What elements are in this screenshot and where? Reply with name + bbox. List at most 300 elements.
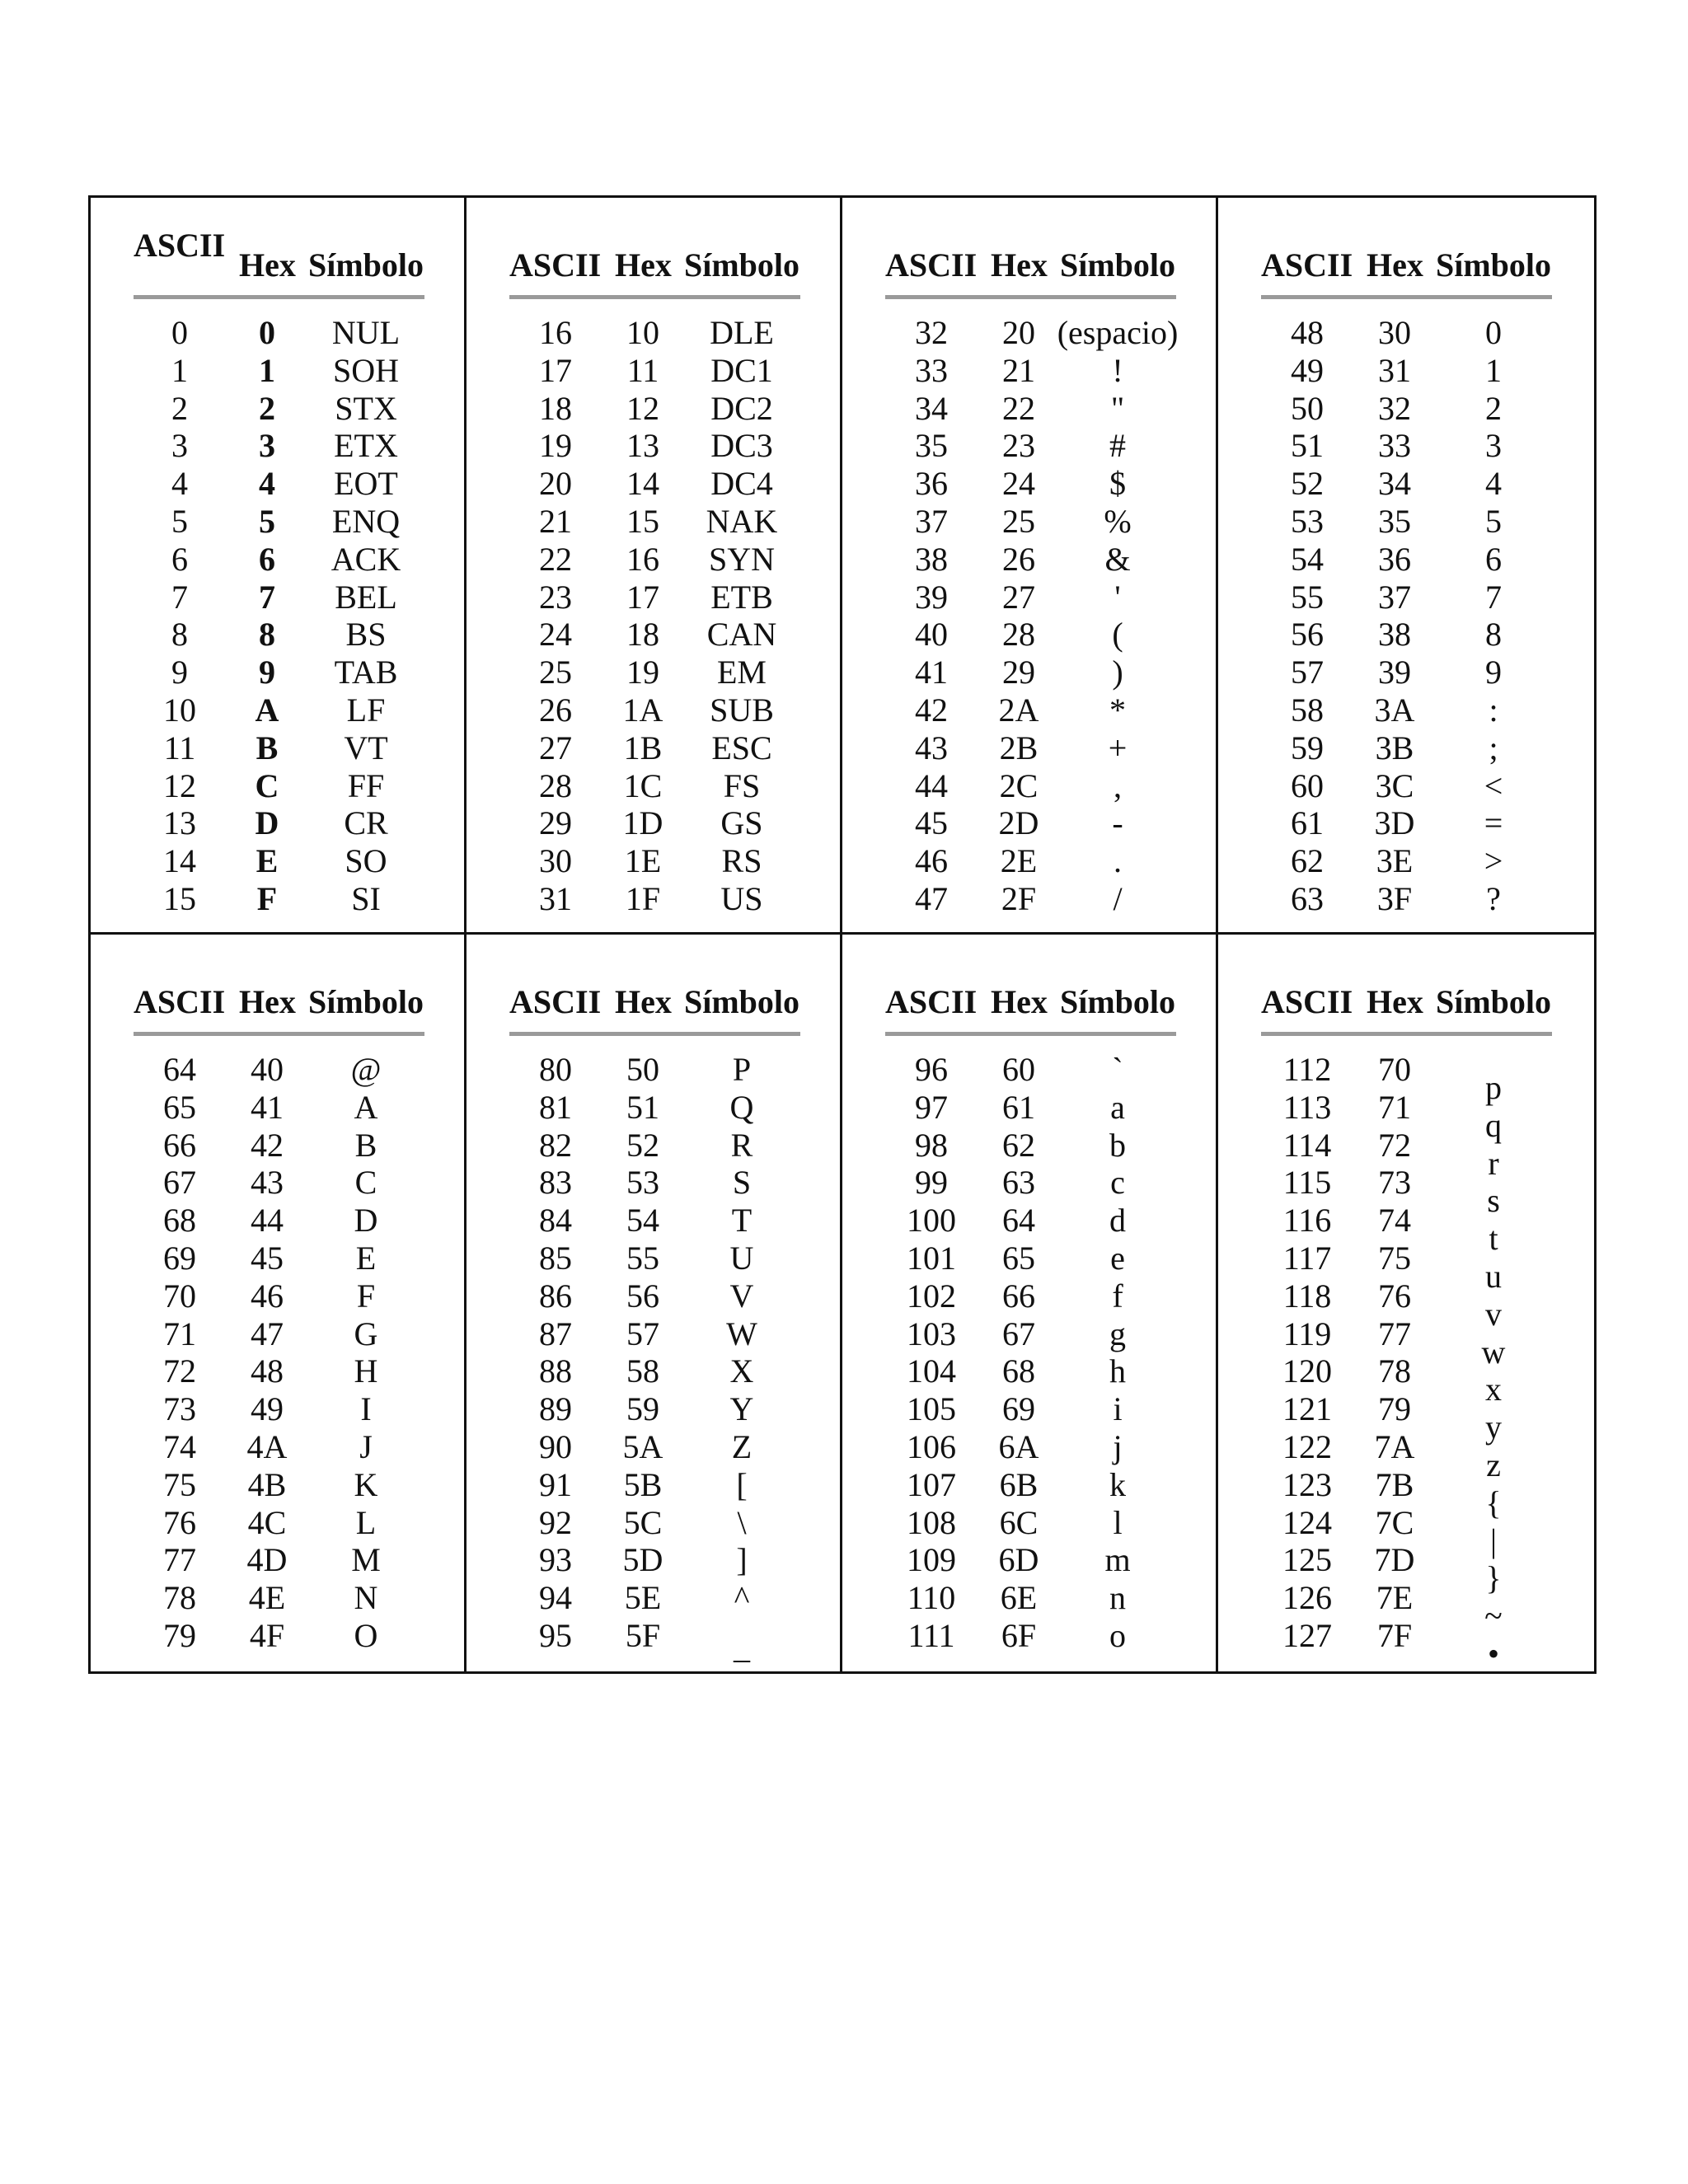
ascii-code: 18 bbox=[539, 389, 572, 427]
symbol: FS bbox=[723, 766, 761, 804]
hex-code: 63 bbox=[1002, 1164, 1035, 1202]
ascii-code: 30 bbox=[539, 842, 572, 880]
symbol: % bbox=[1104, 503, 1132, 540]
column-header bbox=[885, 237, 1176, 299]
hex-code: 2 bbox=[259, 389, 275, 427]
column-header bbox=[1261, 974, 1552, 1036]
hex-code: 65 bbox=[1002, 1240, 1035, 1277]
ascii-code: 2 bbox=[171, 389, 188, 427]
ascii-code: 42 bbox=[915, 691, 948, 729]
ascii-code: 90 bbox=[539, 1428, 572, 1465]
ascii-code: 75 bbox=[163, 1465, 196, 1503]
table-row bbox=[91, 503, 464, 541]
symbol: 6 bbox=[1485, 540, 1502, 578]
table-row bbox=[91, 1390, 464, 1428]
header-ascii: ASCII bbox=[509, 983, 602, 1020]
symbol: NUL bbox=[331, 314, 401, 351]
table-row bbox=[467, 1352, 840, 1390]
symbol: ETX bbox=[334, 427, 398, 465]
hex-code: 26 bbox=[1002, 540, 1035, 578]
ascii-code: 47 bbox=[915, 880, 948, 917]
hex-code: 68 bbox=[1002, 1352, 1035, 1390]
ascii-code: 69 bbox=[163, 1240, 196, 1277]
symbol: . bbox=[1114, 842, 1122, 880]
hex-code: 4C bbox=[247, 1503, 287, 1541]
symbol: ~ bbox=[1484, 1597, 1503, 1635]
ascii-code: 116 bbox=[1282, 1202, 1332, 1240]
symbol: v bbox=[1485, 1295, 1502, 1333]
ascii-code: 118 bbox=[1282, 1277, 1332, 1315]
ascii-code: 105 bbox=[907, 1390, 956, 1428]
ascii-code: 113 bbox=[1282, 1088, 1332, 1126]
ascii-code: 110 bbox=[907, 1579, 956, 1617]
table-row bbox=[467, 1315, 840, 1353]
hex-code: C bbox=[255, 766, 279, 804]
ascii-code: 59 bbox=[1291, 729, 1324, 766]
symbol: R bbox=[730, 1126, 753, 1164]
symbol: LF bbox=[346, 691, 386, 729]
header-hex: Hex bbox=[991, 246, 1048, 284]
symbol: GS bbox=[720, 804, 763, 842]
table-row bbox=[91, 1428, 464, 1466]
hex-code: 47 bbox=[251, 1315, 284, 1352]
table-row bbox=[842, 1164, 1216, 1202]
ascii-code: 104 bbox=[907, 1352, 956, 1390]
table-row bbox=[842, 314, 1216, 352]
symbol: 7 bbox=[1485, 578, 1502, 616]
table-row bbox=[91, 314, 464, 352]
symbol: , bbox=[1114, 766, 1122, 804]
symbol: b bbox=[1109, 1126, 1126, 1164]
symbol: DC1 bbox=[710, 351, 773, 389]
hex-code: E bbox=[256, 842, 279, 880]
hex-code: 6F bbox=[1001, 1617, 1037, 1654]
hex-code: 7A bbox=[1374, 1428, 1415, 1465]
symbol: r bbox=[1488, 1144, 1499, 1182]
symbol: US bbox=[720, 880, 763, 917]
symbol: SI bbox=[351, 880, 381, 917]
ascii-code: 79 bbox=[163, 1617, 196, 1654]
hex-code: 17 bbox=[626, 578, 659, 616]
ascii-panel bbox=[467, 198, 842, 935]
hex-code: 53 bbox=[626, 1164, 659, 1202]
hex-code: 74 bbox=[1378, 1202, 1411, 1240]
header-symbol: Símbolo bbox=[1060, 246, 1176, 284]
table-row bbox=[842, 616, 1216, 654]
symbol: ' bbox=[1114, 578, 1121, 616]
hex-code: 76 bbox=[1378, 1277, 1411, 1315]
symbol: DC3 bbox=[710, 427, 773, 465]
hex-code: 6C bbox=[999, 1503, 1039, 1541]
ascii-code: 3 bbox=[171, 427, 188, 465]
ascii-code: 40 bbox=[915, 616, 948, 654]
hex-code: 78 bbox=[1378, 1352, 1411, 1390]
symbol: f bbox=[1112, 1277, 1123, 1315]
hex-code: 23 bbox=[1002, 427, 1035, 465]
table-row bbox=[91, 842, 464, 880]
hex-code: 77 bbox=[1378, 1315, 1411, 1352]
header-hex: Hex bbox=[991, 983, 1048, 1020]
hex-code: 20 bbox=[1002, 314, 1035, 351]
header-ascii: ASCII bbox=[885, 246, 978, 284]
table-row bbox=[842, 691, 1216, 729]
hex-code: 15 bbox=[626, 503, 659, 540]
table-row bbox=[91, 767, 464, 805]
ascii-code: 65 bbox=[163, 1088, 196, 1126]
table-row bbox=[91, 465, 464, 503]
header-symbol: Símbolo bbox=[684, 983, 800, 1020]
ascii-code: 54 bbox=[1291, 540, 1324, 578]
hex-code: 38 bbox=[1378, 616, 1411, 654]
table-row bbox=[91, 1089, 464, 1127]
ascii-code: 60 bbox=[1291, 766, 1324, 804]
symbol: ACK bbox=[331, 540, 401, 578]
symbol: t bbox=[1489, 1220, 1498, 1258]
table-row bbox=[842, 1428, 1216, 1466]
table-row bbox=[467, 1277, 840, 1315]
symbol: ( bbox=[1112, 616, 1123, 654]
ascii-code: 80 bbox=[539, 1051, 572, 1088]
column-header bbox=[1261, 237, 1552, 299]
symbol: + bbox=[1108, 729, 1128, 766]
hex-code: 3D bbox=[1374, 804, 1415, 842]
hex-code: 33 bbox=[1378, 427, 1411, 465]
hex-code: 16 bbox=[626, 540, 659, 578]
hex-code: 60 bbox=[1002, 1051, 1035, 1088]
table-row bbox=[91, 541, 464, 579]
hex-code: 2C bbox=[999, 766, 1039, 804]
table-row bbox=[91, 691, 464, 729]
table-row bbox=[467, 1051, 840, 1089]
hex-code: 66 bbox=[1002, 1277, 1035, 1315]
header-hex: Hex bbox=[1367, 983, 1423, 1020]
ascii-code: 51 bbox=[1291, 427, 1324, 465]
symbol: SYN bbox=[708, 540, 776, 578]
hex-code: 44 bbox=[251, 1202, 284, 1240]
symbol: m bbox=[1104, 1541, 1131, 1579]
header-hex: Hex bbox=[615, 983, 672, 1020]
table-row bbox=[91, 427, 464, 465]
ascii-code: 34 bbox=[915, 389, 948, 427]
table-row bbox=[1218, 804, 1594, 842]
hex-code: 14 bbox=[626, 465, 659, 503]
symbol: { bbox=[1485, 1483, 1502, 1521]
table-row bbox=[842, 804, 1216, 842]
table-row bbox=[467, 1504, 840, 1542]
symbol: & bbox=[1104, 540, 1131, 578]
ascii-code: 8 bbox=[171, 616, 188, 654]
ascii-code: 50 bbox=[1291, 389, 1324, 427]
hex-code: 5F bbox=[625, 1617, 661, 1654]
table-row bbox=[467, 465, 840, 503]
column-header bbox=[509, 974, 800, 1036]
ascii-code: 68 bbox=[163, 1202, 196, 1240]
hex-code: 3C bbox=[1375, 766, 1414, 804]
symbol: M bbox=[351, 1541, 381, 1579]
header-hex: Hex bbox=[239, 246, 296, 284]
hex-code: 43 bbox=[251, 1164, 284, 1202]
hex-code: D bbox=[255, 804, 279, 842]
symbol: Q bbox=[729, 1088, 754, 1126]
hex-code: 0 bbox=[259, 314, 275, 351]
table-row bbox=[842, 880, 1216, 918]
ascii-code: 103 bbox=[907, 1315, 956, 1352]
symbol: EM bbox=[717, 654, 767, 691]
hex-code: 6E bbox=[1000, 1579, 1038, 1617]
table-row bbox=[467, 314, 840, 352]
ascii-code: 57 bbox=[1291, 654, 1324, 691]
ascii-code: 33 bbox=[915, 351, 948, 389]
ascii-code: 52 bbox=[1291, 465, 1324, 503]
symbol: 9 bbox=[1485, 654, 1502, 691]
symbol: Y bbox=[729, 1390, 754, 1428]
hex-code: 30 bbox=[1378, 314, 1411, 351]
ascii-code: 122 bbox=[1282, 1428, 1332, 1465]
hex-code: 40 bbox=[251, 1051, 284, 1088]
ascii-code: 13 bbox=[163, 804, 196, 842]
ascii-code: 95 bbox=[539, 1617, 572, 1654]
table-row bbox=[467, 1466, 840, 1504]
hex-code: 69 bbox=[1002, 1390, 1035, 1428]
hex-code: 5E bbox=[624, 1579, 662, 1617]
ascii-code: 91 bbox=[539, 1465, 572, 1503]
table-row bbox=[91, 352, 464, 390]
table-row bbox=[1218, 729, 1594, 767]
hex-code: 1 bbox=[259, 351, 275, 389]
header-symbol: Símbolo bbox=[1060, 983, 1176, 1020]
ascii-code: 14 bbox=[163, 842, 196, 880]
hex-code: 4B bbox=[247, 1465, 287, 1503]
ascii-panel bbox=[1218, 198, 1594, 935]
hex-code: 1C bbox=[623, 766, 663, 804]
symbol: ^ bbox=[734, 1579, 750, 1617]
symbol: 1 bbox=[1485, 351, 1502, 389]
table-row bbox=[91, 616, 464, 654]
table-row bbox=[842, 1051, 1216, 1089]
symbol: DC2 bbox=[710, 389, 773, 427]
symbol: CR bbox=[344, 804, 388, 842]
ascii-code: 45 bbox=[915, 804, 948, 842]
hex-code: 3 bbox=[259, 427, 275, 465]
hex-code: 7F bbox=[1376, 1617, 1413, 1654]
table-row bbox=[842, 427, 1216, 465]
symbol: 4 bbox=[1485, 465, 1502, 503]
hex-code: 56 bbox=[626, 1277, 659, 1315]
ascii-code: 56 bbox=[1291, 616, 1324, 654]
hex-code: 3A bbox=[1374, 691, 1415, 729]
table-row bbox=[842, 1390, 1216, 1428]
symbol: N bbox=[354, 1579, 378, 1617]
ascii-code: 70 bbox=[163, 1277, 196, 1315]
symbol: / bbox=[1113, 880, 1123, 917]
ascii-code: 24 bbox=[539, 616, 572, 654]
symbol: @ bbox=[350, 1051, 382, 1088]
table-row bbox=[91, 1466, 464, 1504]
symbol: 0 bbox=[1485, 314, 1502, 351]
table-row bbox=[467, 767, 840, 805]
header-symbol: Símbolo bbox=[308, 983, 424, 1020]
table-row bbox=[91, 1315, 464, 1353]
table-row bbox=[467, 1089, 840, 1127]
hex-code: 32 bbox=[1378, 389, 1411, 427]
table-row bbox=[91, 1617, 464, 1655]
hex-code: 6B bbox=[999, 1465, 1039, 1503]
ascii-code: 82 bbox=[539, 1126, 572, 1164]
ascii-code: 85 bbox=[539, 1240, 572, 1277]
hex-code: 49 bbox=[251, 1390, 284, 1428]
header-ascii: ASCII bbox=[134, 227, 226, 264]
table-row bbox=[91, 579, 464, 616]
symbol: O bbox=[354, 1617, 378, 1654]
symbol: I bbox=[360, 1390, 372, 1428]
table-row bbox=[842, 579, 1216, 616]
hex-code: 7D bbox=[1374, 1541, 1415, 1579]
table-row bbox=[467, 1202, 840, 1240]
table-row bbox=[91, 1504, 464, 1542]
ascii-code: 63 bbox=[1291, 880, 1324, 917]
ascii-code: 87 bbox=[539, 1315, 572, 1352]
symbol: < bbox=[1484, 766, 1503, 804]
symbol: d bbox=[1109, 1202, 1126, 1240]
ascii-code: 84 bbox=[539, 1202, 572, 1240]
symbol: V bbox=[729, 1277, 754, 1315]
hex-code: 50 bbox=[626, 1051, 659, 1088]
hex-code: 75 bbox=[1378, 1240, 1411, 1277]
table-row bbox=[1218, 352, 1594, 390]
hex-code: 52 bbox=[626, 1126, 659, 1164]
ascii-code: 119 bbox=[1282, 1315, 1332, 1352]
ascii-code: 66 bbox=[163, 1126, 196, 1164]
ascii-code: 98 bbox=[915, 1126, 948, 1164]
ascii-code: 16 bbox=[539, 314, 572, 351]
ascii-code: 27 bbox=[539, 729, 572, 766]
hex-code: 10 bbox=[626, 314, 659, 351]
table-row bbox=[842, 1579, 1216, 1617]
symbol: - bbox=[1112, 804, 1123, 842]
table-row bbox=[1218, 767, 1594, 805]
hex-code: 59 bbox=[626, 1390, 659, 1428]
ascii-code: 120 bbox=[1282, 1352, 1332, 1390]
column-header bbox=[509, 237, 800, 299]
table-row bbox=[467, 880, 840, 918]
ascii-code: 53 bbox=[1291, 503, 1324, 540]
column-header bbox=[134, 974, 424, 1036]
table-row bbox=[91, 880, 464, 918]
symbol: L bbox=[355, 1503, 377, 1541]
header-symbol: Símbolo bbox=[308, 246, 424, 284]
table-row bbox=[467, 691, 840, 729]
hex-code: 51 bbox=[626, 1088, 659, 1126]
symbol: DC4 bbox=[710, 465, 773, 503]
table-row bbox=[842, 390, 1216, 428]
ascii-code: 106 bbox=[907, 1428, 956, 1465]
symbol: EOT bbox=[334, 465, 398, 503]
hex-code: 73 bbox=[1378, 1164, 1411, 1202]
symbol: o bbox=[1109, 1617, 1126, 1654]
header-hex: Hex bbox=[615, 246, 672, 284]
ascii-panel bbox=[467, 935, 842, 1671]
ascii-code: 93 bbox=[539, 1541, 572, 1579]
hex-code: 67 bbox=[1002, 1315, 1035, 1352]
ascii-code: 25 bbox=[539, 654, 572, 691]
symbol: ENQ bbox=[331, 503, 401, 540]
ascii-code: 49 bbox=[1291, 351, 1324, 389]
hex-code: 39 bbox=[1378, 654, 1411, 691]
ascii-code: 31 bbox=[539, 880, 572, 917]
header-symbol: Símbolo bbox=[1436, 246, 1552, 284]
ascii-code: 61 bbox=[1291, 804, 1324, 842]
ascii-code: 4 bbox=[171, 465, 188, 503]
table-row bbox=[1218, 503, 1594, 541]
header-ascii: ASCII bbox=[1261, 983, 1353, 1020]
ascii-code: 41 bbox=[915, 654, 948, 691]
ascii-code: 100 bbox=[907, 1202, 956, 1240]
symbol: (espacio) bbox=[1057, 314, 1179, 351]
table-row bbox=[842, 1240, 1216, 1277]
symbol: | bbox=[1489, 1521, 1497, 1559]
symbol: SO bbox=[345, 842, 387, 880]
header-ascii: ASCII bbox=[134, 983, 226, 1020]
hex-code: 1F bbox=[625, 880, 661, 917]
ascii-code: 78 bbox=[163, 1579, 196, 1617]
symbol: i bbox=[1113, 1390, 1123, 1428]
table-row bbox=[91, 654, 464, 691]
ascii-code: 97 bbox=[915, 1088, 948, 1126]
symbol: ? bbox=[1486, 880, 1501, 917]
symbol: P bbox=[732, 1051, 752, 1088]
table-row bbox=[1218, 427, 1594, 465]
table-row bbox=[1218, 390, 1594, 428]
header-ascii: ASCII bbox=[509, 246, 602, 284]
symbol: BS bbox=[345, 616, 387, 654]
hex-code: 37 bbox=[1378, 578, 1411, 616]
ascii-code: 43 bbox=[915, 729, 948, 766]
ascii-table bbox=[88, 195, 1597, 1674]
table-row bbox=[467, 1541, 840, 1579]
symbol: D bbox=[354, 1202, 378, 1240]
table-row bbox=[842, 1202, 1216, 1240]
hex-code: 27 bbox=[1002, 578, 1035, 616]
symbol: TAB bbox=[334, 654, 398, 691]
table-row bbox=[91, 1164, 464, 1202]
table-row bbox=[842, 729, 1216, 767]
symbol: ` bbox=[1112, 1051, 1123, 1088]
hex-code: 5B bbox=[623, 1465, 663, 1503]
symbol: Z bbox=[731, 1428, 753, 1465]
table-row bbox=[1218, 691, 1594, 729]
symbol: } bbox=[1485, 1559, 1502, 1597]
ascii-code: 88 bbox=[539, 1352, 572, 1390]
ascii-code: 83 bbox=[539, 1164, 572, 1202]
hex-code: 2D bbox=[998, 804, 1039, 842]
table-row bbox=[467, 427, 840, 465]
table-row bbox=[1218, 842, 1594, 880]
symbol: h bbox=[1109, 1352, 1126, 1390]
hex-code: 1B bbox=[623, 729, 663, 766]
ascii-code: 81 bbox=[539, 1088, 572, 1126]
symbol: SUB bbox=[710, 691, 774, 729]
ascii-code: 101 bbox=[907, 1240, 956, 1277]
symbol: 8 bbox=[1485, 616, 1502, 654]
symbol: T bbox=[731, 1202, 753, 1240]
hex-code: 8 bbox=[259, 616, 275, 654]
ascii-panel bbox=[91, 935, 467, 1671]
hex-code: 3B bbox=[1375, 729, 1414, 766]
table-row bbox=[467, 1390, 840, 1428]
hex-code: 4D bbox=[246, 1541, 288, 1579]
symbol: e bbox=[1110, 1240, 1125, 1277]
table-row bbox=[91, 1240, 464, 1277]
